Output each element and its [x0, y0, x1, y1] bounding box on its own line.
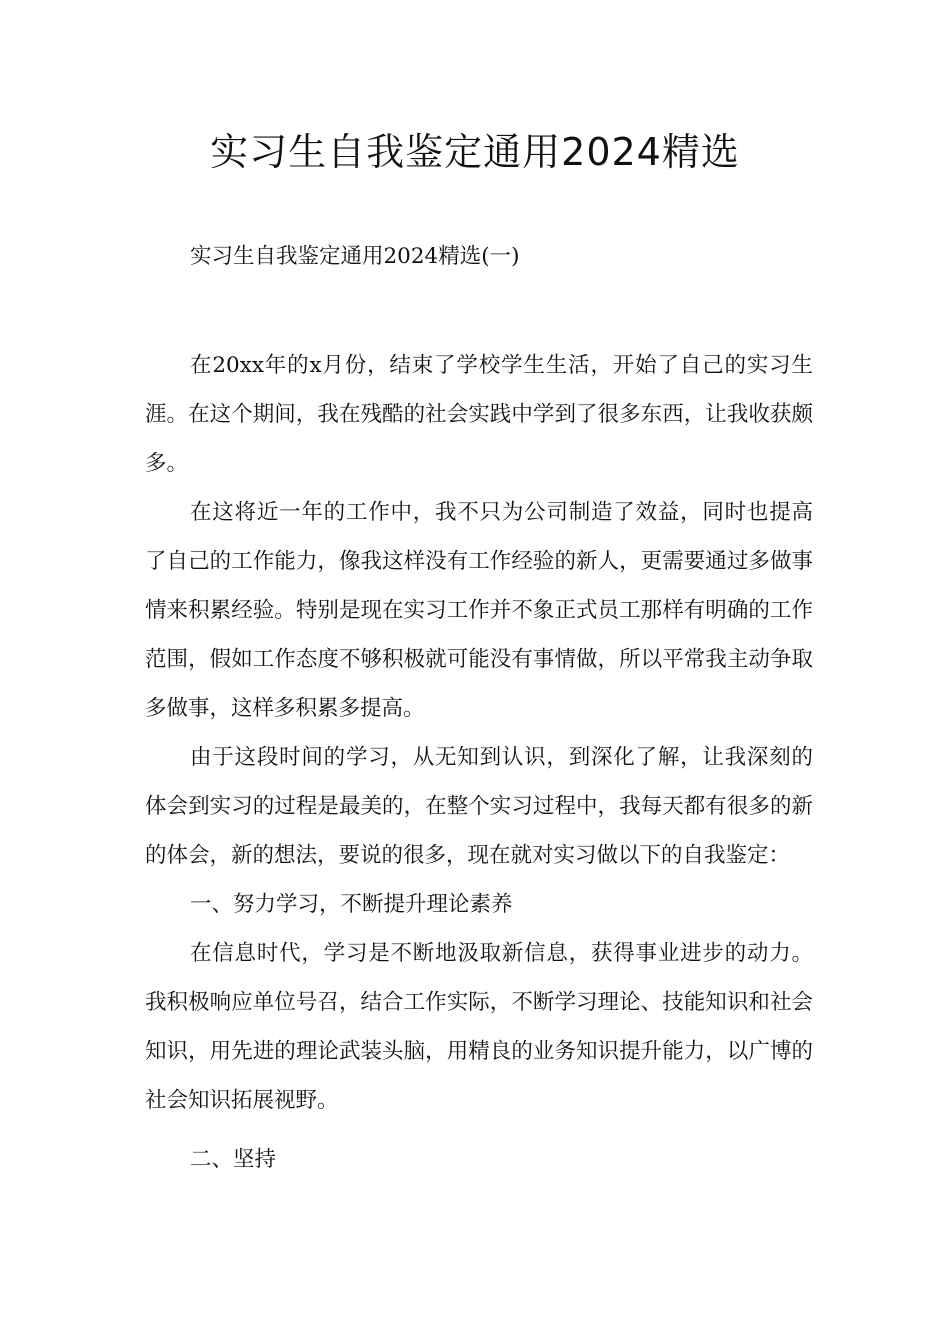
document-title: 实习生自我鉴定通用2024精选: [210, 130, 740, 174]
document-body: [145, 232, 813, 1184]
spacer: [145, 281, 813, 341]
paragraph-work-experience: 在这将近一年的工作中，我不只为公司制造了效益，同时也提高了自己的工作能力，像我这样没有工作经验的新人，更需要通过多做事情来积累经验。特别是现在实习工作并不象正式员工那样有明确的工作范围，假如工作态度不够积极就可能没有事情做，所以平常我主动争取多做事，这样多积累多提高。: [145, 500, 813, 721]
paragraph-study: 在信息时代，学习是不断地汲取新信息，获得事业进步的动力。我积极响应单位号召，结合工作实际，不断学习理论、技能知识和社会知识，用先进的理论武装头脑，用精良的业务知识提升能力，以广博的社会知识拓展视野。: [145, 941, 813, 1113]
paragraph-internship-start: 在20xx年的x月份，结束了学校学生生活，开始了自己的实习生涯。在这个期间，我在残酷的社会实践中学到了很多东西，让我收获颇多。: [145, 353, 813, 476]
section-heading-study: 一、努力学习，不断提升理论素养: [190, 892, 513, 917]
document-subtitle: 实习生自我鉴定通用2024精选(一): [190, 244, 520, 269]
paragraph-self-evaluation-intro: 由于这段时间的学习，从无知到认识，到深化了解，让我深刻的体会到实习的过程是最美的，在整个实习过程中，我每天都有很多的新的体会，新的想法，要说的很多，现在就对实习做以下的自我鉴定：: [145, 745, 813, 868]
section-heading-persist: 二、坚持: [190, 1147, 277, 1172]
